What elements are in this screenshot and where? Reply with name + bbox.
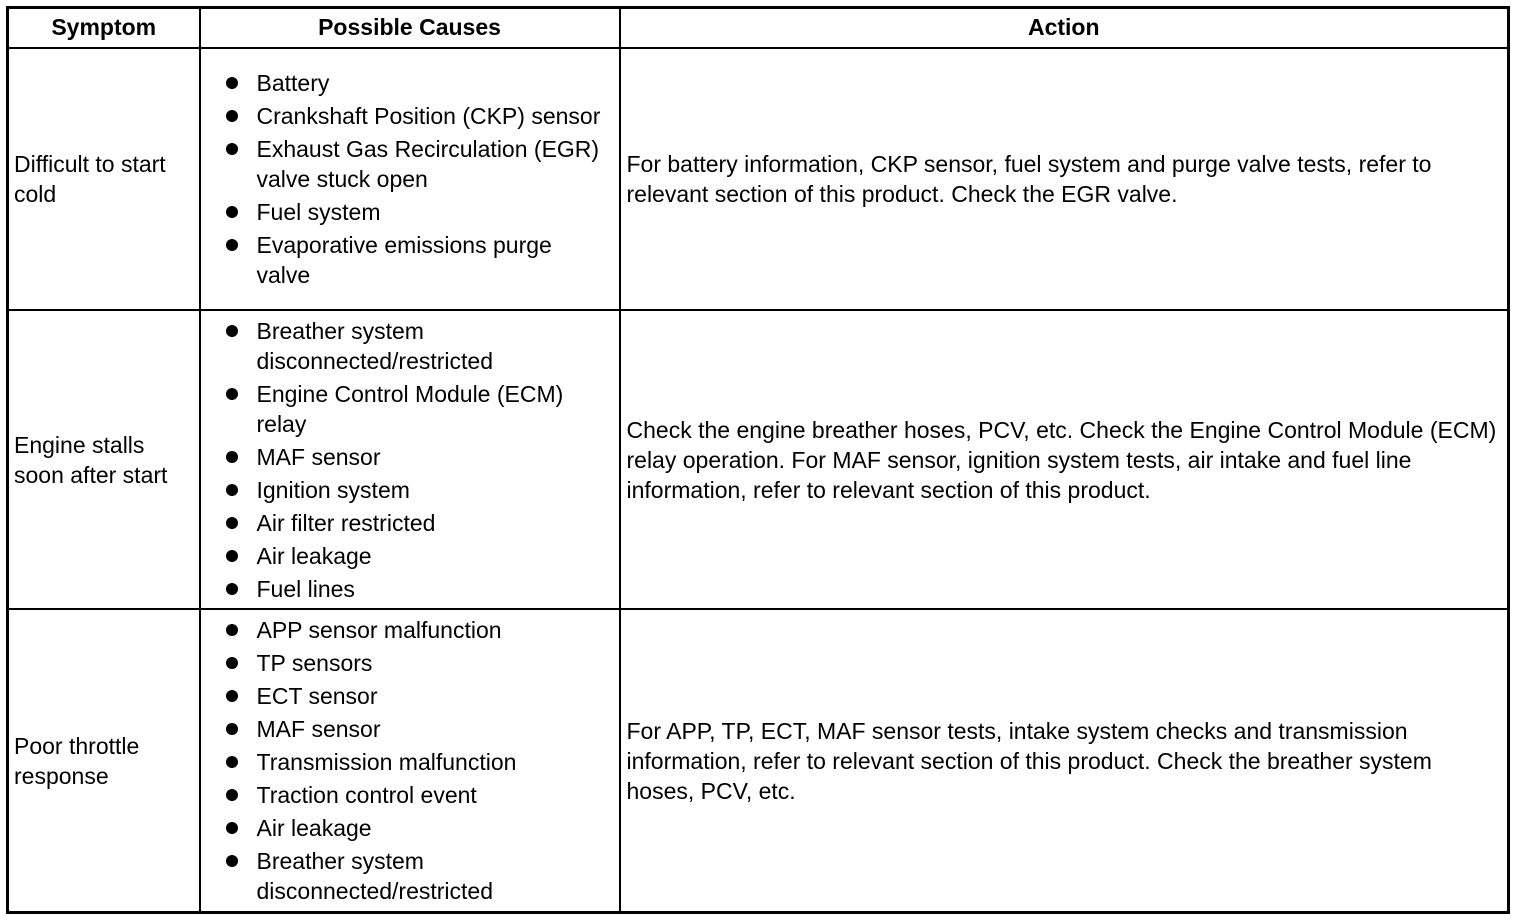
list-item: [211, 574, 611, 604]
bullet-icon: [226, 77, 238, 89]
list-item: [211, 648, 611, 678]
list-item: [211, 747, 611, 777]
header-action: Action: [620, 8, 1509, 48]
cause-text: Fuel system: [256, 198, 381, 225]
bullet-icon: [226, 484, 238, 496]
bullet-icon: [226, 517, 238, 529]
cause-text: Air leakage: [256, 815, 372, 842]
header-symptom: Symptom: [8, 8, 200, 48]
bullet-icon: [226, 789, 238, 801]
bullet-icon: [226, 239, 238, 251]
cause-text: Exhaust Gas Recirculation (EGR) valve stuck open: [256, 135, 600, 192]
action-cell: For battery information, CKP sensor, fuel system and purge valve tests, refer to relevant section of this product. Check the EGR valve.: [620, 48, 1509, 311]
bullet-icon: [226, 723, 238, 735]
cause-text: TP sensors: [256, 650, 373, 677]
bullet-icon: [226, 624, 238, 636]
list-item: [211, 541, 611, 571]
diagnostic-table: [6, 6, 1510, 914]
list-item: [211, 846, 611, 906]
bullet-icon: [226, 855, 238, 867]
list-item: [211, 442, 611, 472]
list-item: [211, 615, 611, 645]
list-item: [211, 780, 611, 810]
cause-text: MAF sensor: [256, 716, 381, 743]
cause-list: [211, 316, 611, 604]
causes-cell: [200, 310, 620, 609]
cause-text: APP sensor malfunction: [256, 617, 502, 644]
bullet-icon: [226, 143, 238, 155]
cause-text: Air filter restricted: [256, 509, 436, 536]
cause-list: [211, 68, 611, 290]
list-item: [211, 379, 611, 439]
bullet-icon: [226, 110, 238, 122]
list-item: [211, 681, 611, 711]
cause-text: ECT sensor: [256, 683, 378, 710]
symptom-cell: Engine stalls soon after start: [8, 310, 200, 609]
bullet-icon: [226, 206, 238, 218]
cause-text: Battery: [256, 69, 330, 96]
header-row: [8, 8, 1509, 48]
bullet-icon: [226, 451, 238, 463]
cause-text: Air leakage: [256, 542, 372, 569]
cause-text: Engine Control Module (ECM) relay: [256, 380, 564, 437]
cause-text: Breather system disconnected/restricted: [256, 848, 494, 905]
table-row: [8, 310, 1509, 609]
cause-text: Traction control event: [256, 782, 477, 809]
cause-text: Fuel lines: [256, 575, 355, 602]
action-cell: Check the engine breather hoses, PCV, etc. Check the Engine Control Module (ECM) relay operation. For MAF sensor, ignition system tests, air intake and fuel line information, refer to relevant section of this product.: [620, 310, 1509, 609]
list-item: [211, 813, 611, 843]
causes-cell: [200, 48, 620, 311]
cause-text: Ignition system: [256, 476, 410, 503]
symptom-cell: Poor throttle response: [8, 609, 200, 912]
cause-text: Breather system disconnected/restricted: [256, 317, 494, 374]
table-row: [8, 48, 1509, 311]
list-item: [211, 101, 611, 131]
cause-text: MAF sensor: [256, 443, 381, 470]
bullet-icon: [226, 690, 238, 702]
bullet-icon: [226, 583, 238, 595]
list-item: [211, 68, 611, 98]
bullet-icon: [226, 822, 238, 834]
cause-text: Transmission malfunction: [256, 749, 517, 776]
list-item: [211, 230, 611, 290]
bullet-icon: [226, 388, 238, 400]
bullet-icon: [226, 756, 238, 768]
bullet-icon: [226, 657, 238, 669]
symptom-cell: Difficult to start cold: [8, 48, 200, 311]
list-item: [211, 197, 611, 227]
causes-cell: [200, 609, 620, 912]
cause-text: Crankshaft Position (CKP) sensor: [256, 102, 601, 129]
action-cell: For APP, TP, ECT, MAF sensor tests, intake system checks and transmission information, refer to relevant section of this product. Check the breather system hoses, PCV, etc.: [620, 609, 1509, 912]
header-possible-causes: Possible Causes: [200, 8, 620, 48]
list-item: [211, 475, 611, 505]
list-item: [211, 714, 611, 744]
bullet-icon: [226, 550, 238, 562]
table-row: [8, 609, 1509, 912]
list-item: [211, 508, 611, 538]
cause-list: [211, 615, 611, 906]
list-item: [211, 316, 611, 376]
bullet-icon: [226, 325, 238, 337]
list-item: [211, 134, 611, 194]
cause-text: Evaporative emissions purge valve: [256, 231, 552, 288]
